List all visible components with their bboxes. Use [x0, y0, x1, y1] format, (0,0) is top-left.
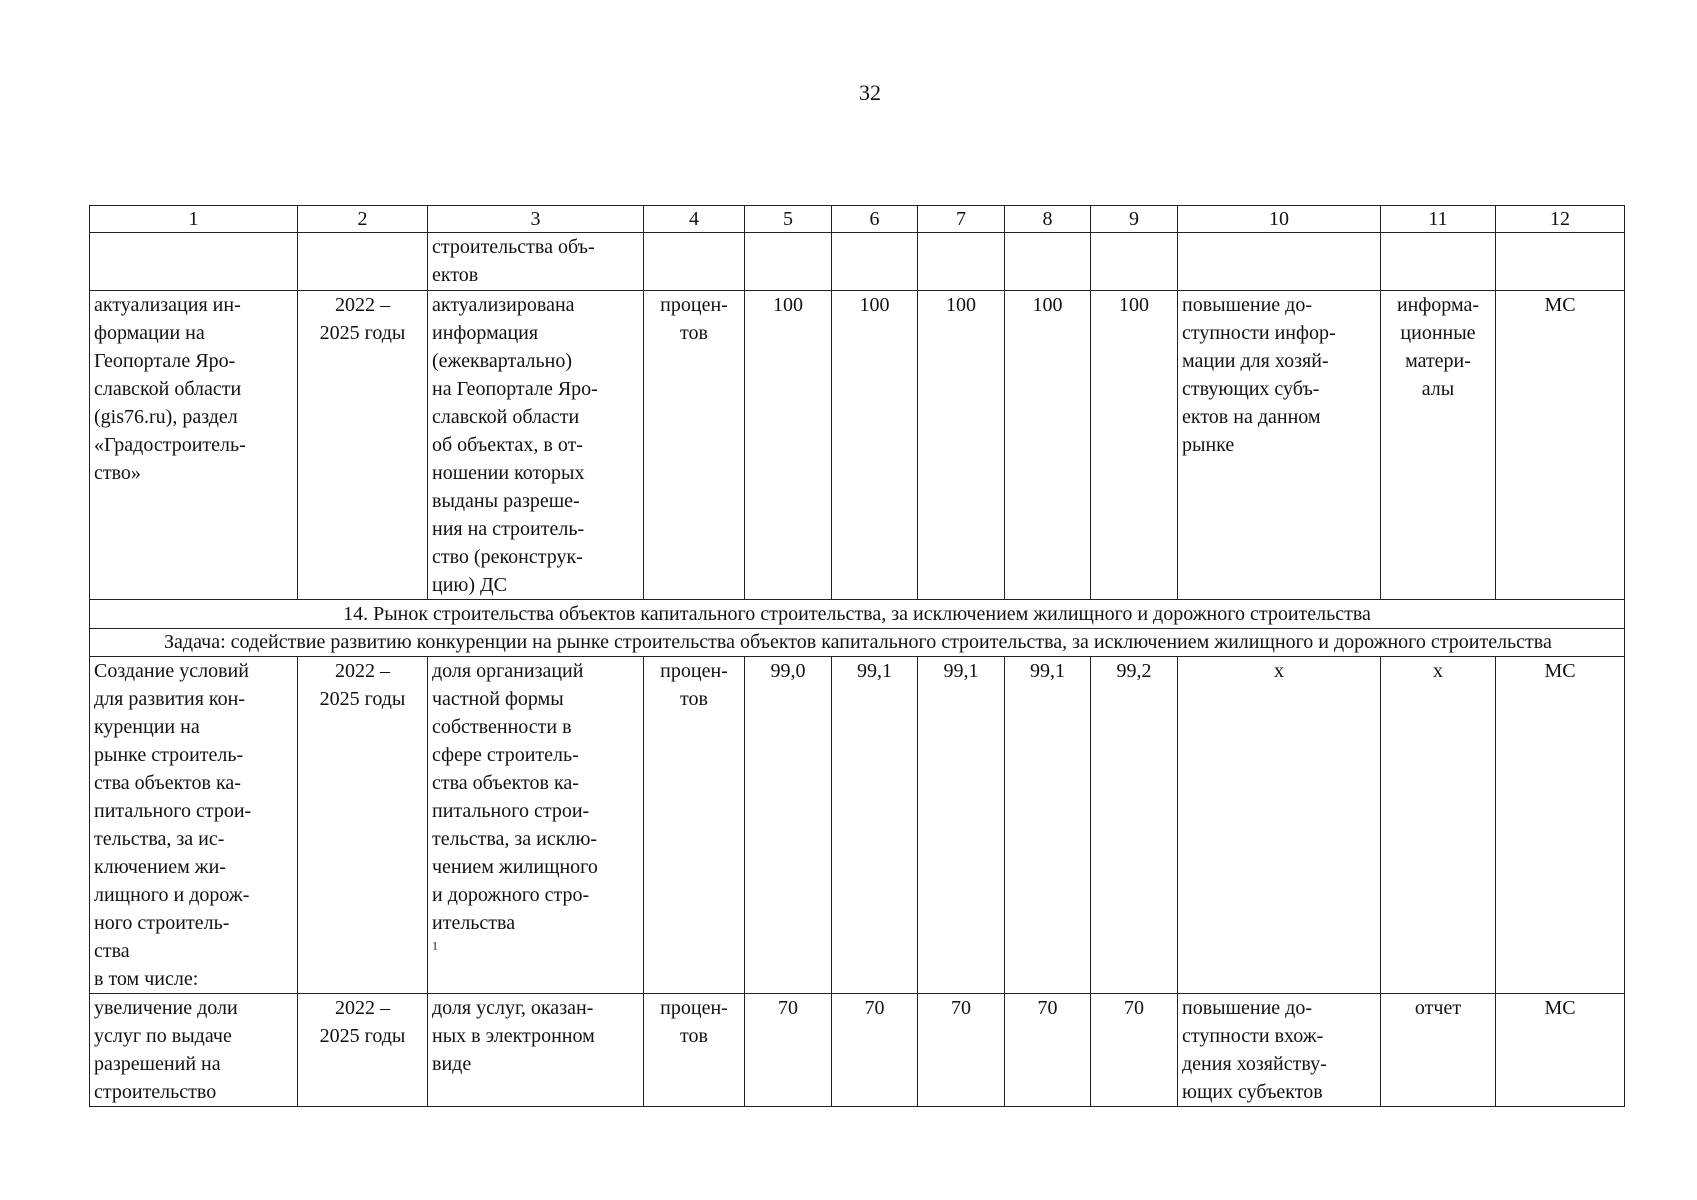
column-number: 12: [1496, 206, 1625, 233]
value-cell: 100: [1091, 291, 1178, 600]
result-cell: х: [1178, 657, 1381, 994]
column-number: 10: [1178, 206, 1381, 233]
column-number: 8: [1005, 206, 1091, 233]
document-cell: х: [1381, 657, 1496, 994]
measure-cell: актуализация ин- формации на Геопортале Яро- славской области (gis76.ru), раздел «Градостроитель- ство»: [90, 291, 298, 600]
value-cell: 70: [918, 994, 1005, 1107]
value-cell: 70: [745, 994, 832, 1107]
value-cell: 100: [918, 291, 1005, 600]
value-cell: 99,1: [832, 657, 918, 994]
period-cell: 2022 – 2025 годы: [298, 657, 428, 994]
value-cell: 100: [1005, 291, 1091, 600]
page-number: 32: [859, 80, 881, 105]
column-number: 11: [1381, 206, 1496, 233]
task-row: [90, 629, 1625, 657]
value-cell: 99,2: [1091, 657, 1178, 994]
period-cell: 2022 – 2025 годы: [298, 291, 428, 600]
indicator-cell: актуализирована информация (ежеквартально) на Геопортале Яро- славской области об объектах, в от- ношении которых выданы разреше- ния на строитель- ство (реконструк- цию) ДС: [428, 291, 644, 600]
unit-cell: процен- тов: [644, 657, 745, 994]
value-cell: 99,1: [1005, 657, 1091, 994]
measure-cell: Создание условий для развития кон- куренции на рынке строитель- ства объектов ка- питального строи- тельства, за ис- ключением жи- лищного и дорож- ного строитель- ства в том числе:: [90, 657, 298, 994]
column-number: 5: [745, 206, 832, 233]
unit-cell: процен- тов: [644, 994, 745, 1107]
section-title: 14. Рынок строительства объектов капитального строительства, за исключением жилищного и дорожного строительства: [90, 600, 1625, 629]
document-cell: отчет: [1381, 994, 1496, 1107]
column-number: 3: [428, 206, 644, 233]
column-number: 9: [1091, 206, 1178, 233]
document-cell: информа- ционные матери- алы: [1381, 291, 1496, 600]
period-cell: 2022 – 2025 годы: [298, 994, 428, 1107]
responsible-cell: МС: [1496, 291, 1625, 600]
task-text: Задача: содействие развитию конкуренции на рынке строительства объектов капитального строительства, за исключением жилищного и дорожного строительства: [90, 629, 1625, 657]
continuation-row: [90, 233, 1625, 291]
table-row: [90, 291, 1625, 600]
responsible-cell: МС: [1496, 657, 1625, 994]
value-cell: 100: [745, 291, 832, 600]
column-number: 6: [832, 206, 918, 233]
measure-cell: увеличение доли услуг по выдаче разрешений на строительство: [90, 994, 298, 1107]
value-cell: 100: [832, 291, 918, 600]
column-number: 4: [644, 206, 745, 233]
column-number: 2: [298, 206, 428, 233]
value-cell: 70: [1005, 994, 1091, 1107]
unit-cell: процен- тов: [644, 291, 745, 600]
value-cell: 99,0: [745, 657, 832, 994]
footnote-marker: 1: [432, 938, 438, 953]
indicator-cell: строительства объ- ектов: [428, 233, 644, 291]
indicator-cell: доля услуг, оказан- ных в электронном виде: [428, 994, 644, 1107]
value-cell: 70: [1091, 994, 1178, 1107]
value-cell: 99,1: [918, 657, 1005, 994]
indicator-cell: доля организаций частной формы собственности в сфере строитель- ства объектов ка- питального строи- тельства, за исклю- чением жилищного и дорожного стро- ительства $^1$: [428, 657, 644, 994]
value-cell: 70: [832, 994, 918, 1107]
result-cell: повышение до- ступности инфор- мации для хозяй- ствующих субъ- ектов на данном рынке: [1178, 291, 1381, 600]
column-number: 7: [918, 206, 1005, 233]
column-number-row: [90, 206, 1625, 233]
table-row: [90, 657, 1625, 994]
section-row: [90, 600, 1625, 629]
responsible-cell: МС: [1496, 994, 1625, 1107]
measures-table: [89, 205, 1625, 1107]
column-number: 1: [90, 206, 298, 233]
table-row: [90, 994, 1625, 1107]
result-cell: повышение до- ступности вхож- дения хозяйству- ющих субъектов: [1178, 994, 1381, 1107]
